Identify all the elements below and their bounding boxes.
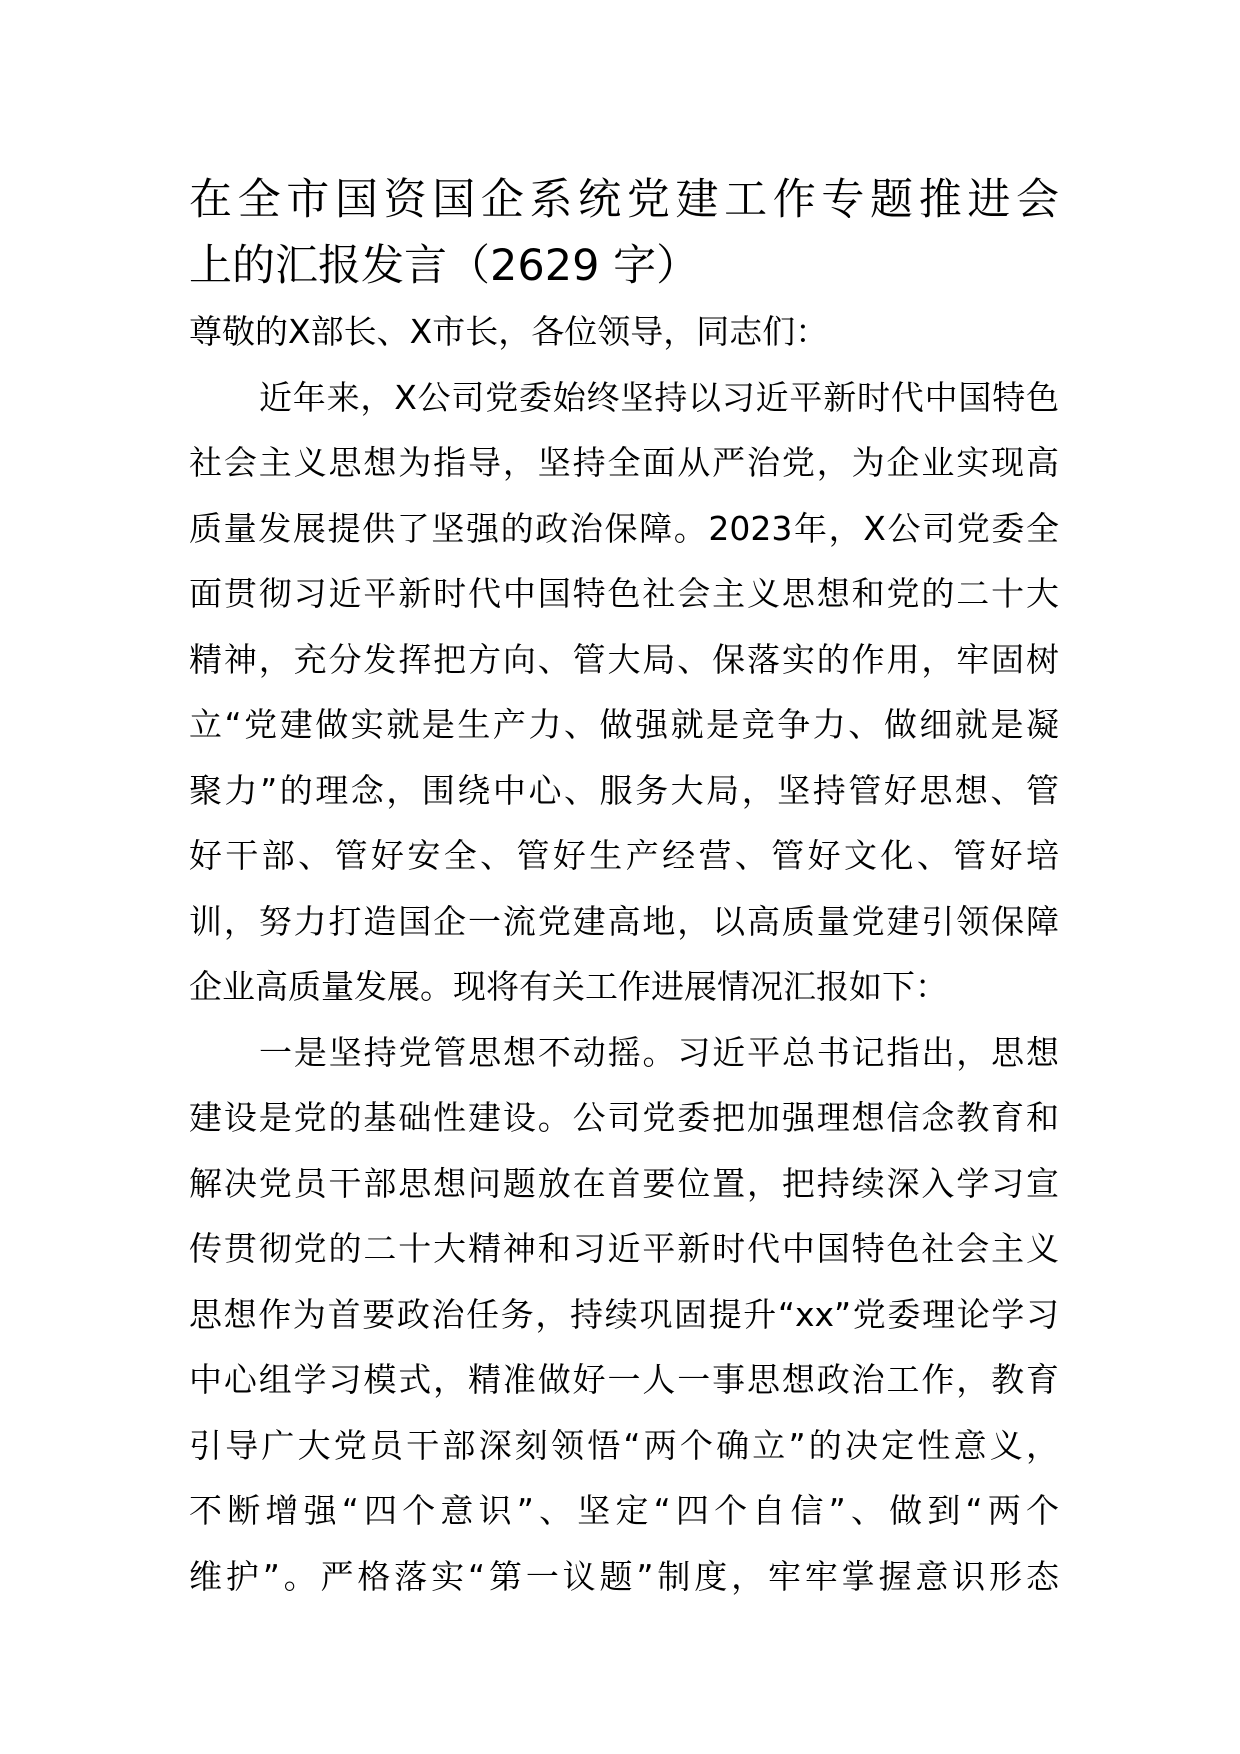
paragraph (189, 1020, 1059, 1610)
paragraph-line: 好干部、管好安全、管好生产经营、管好文化、管好培 (189, 836, 1059, 875)
salutation: 尊敬的X部长、X市长，各位领导，同志们： (189, 312, 829, 351)
paragraph-line: 建设是党的基础性建设。公司党委把加强理想信念教育和 (189, 1098, 1059, 1137)
paragraph-line: 传贯彻党的二十大精神和习近平新时代中国特色社会主义 (189, 1229, 1059, 1268)
paragraph-line: 质量发展提供了坚强的政治保障。2023年，X公司党委全 (189, 508, 1059, 548)
paragraph-line: 中心组学习模式，精准做好一人一事思想政治工作，教育 (189, 1360, 1059, 1399)
paragraph-line: 维护”。严格落实“第一议题”制度，牢牢掌握意识形态 (189, 1556, 1059, 1596)
paragraph-line: 聚力”的理念，围绕中心、服务大局，坚持管好思想、管 (189, 770, 1059, 810)
paragraph-line: 思想作为首要政治任务，持续巩固提升“xx”党委理论学习 (189, 1294, 1059, 1334)
document-page (189, 167, 1059, 1609)
title-line: 上的汇报发言（2629 字） (189, 241, 700, 291)
paragraph-line: 近年来，X公司党委始终坚持以习近平新时代中国特色 (259, 377, 1059, 417)
paragraph-line: 精神，充分发挥把方向、管大局、保落实的作用，牢固树 (189, 639, 1059, 679)
paragraph (189, 365, 1059, 1020)
paragraph-line: 解决党员干部思想问题放在首要位置，把持续深入学习宣 (189, 1163, 1059, 1203)
document-body (189, 299, 1059, 1609)
paragraph-line: 引导广大党员干部深刻领悟“两个确立”的决定性意义， (189, 1425, 1059, 1465)
title-line: 在全市国资国企系统党建工作专题推进会 (189, 175, 1059, 225)
paragraph-line: 立“党建做实就是生产力、做强就是竞争力、做细就是凝 (189, 705, 1059, 744)
paragraph-line: 面贯彻习近平新时代中国特色社会主义思想和党的二十大 (189, 574, 1059, 613)
paragraph-line: 训，努力打造国企一流党建高地，以高质量党建引领保障 (189, 901, 1059, 941)
paragraph-line: 不断增强“四个意识”、坚定“四个自信”、做到“两个 (189, 1491, 1059, 1530)
paragraph-line: 企业高质量发展。现将有关工作进展情况汇报如下： (189, 967, 948, 1006)
document-title (189, 167, 1059, 299)
paragraph-line: 社会主义思想为指导，坚持全面从严治党，为企业实现高 (189, 443, 1059, 482)
paragraph-line: 一是坚持党管思想不动摇。习近平总书记指出，思想 (259, 1032, 1059, 1072)
